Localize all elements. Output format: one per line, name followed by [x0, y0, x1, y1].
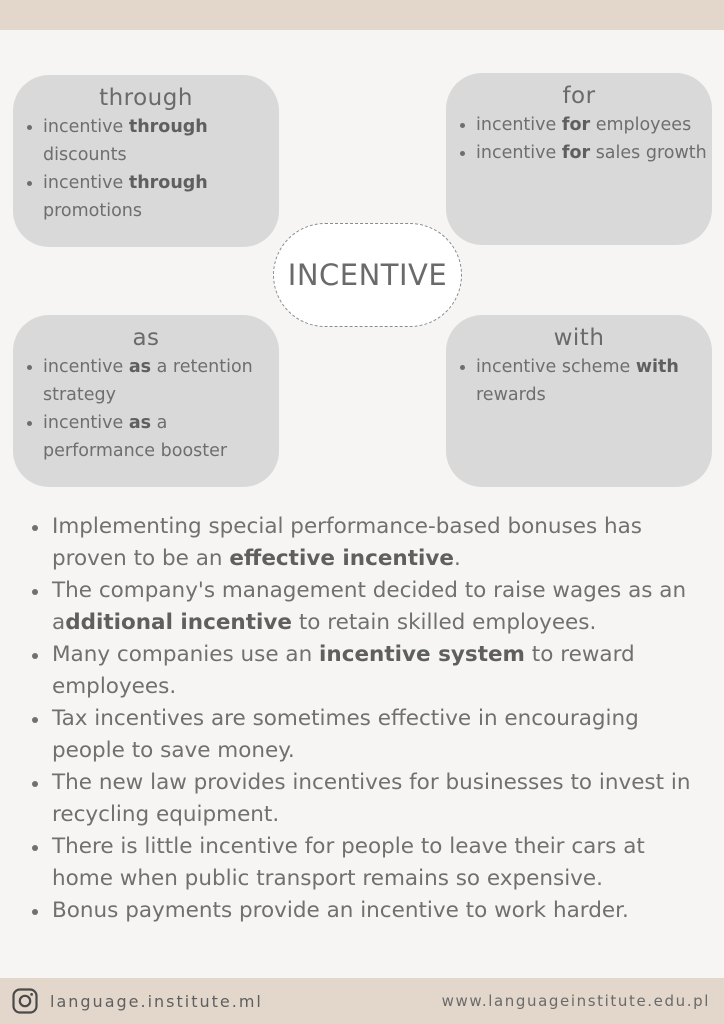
item-text: a retention strategy	[43, 357, 253, 405]
sentence-highlight: incentive system	[319, 642, 525, 667]
box-with-title: with	[553, 325, 605, 351]
item-text: incentive	[476, 143, 562, 163]
box-with	[446, 315, 712, 487]
item-text: incentive	[43, 413, 129, 433]
sentence-text: Implementing special performance-based bonuses has proven to be an	[52, 514, 643, 571]
item-keyword: for	[561, 115, 591, 135]
instagram-handle[interactable]: language.institute.ml	[50, 992, 263, 1011]
sentence-text: There is little incentive for people to leave their cars at home when public transport remains so expensive.	[52, 834, 645, 891]
sentence-highlight: effective incentive	[229, 546, 454, 571]
list-item	[43, 113, 275, 169]
box-for-list	[476, 111, 708, 167]
item-text: a performance booster	[43, 413, 228, 461]
list-item	[476, 139, 708, 167]
sentence-text: Bonus payments provide an incentive to work harder.	[52, 898, 629, 923]
sentence-text: The company's management decided to raise wages as an a	[52, 578, 687, 635]
sentence-text: Tax incentives are sometimes effective in encouraging people to save money.	[52, 706, 639, 763]
list-item	[43, 353, 275, 409]
instagram-icon[interactable]	[12, 988, 38, 1014]
list-item	[52, 831, 712, 895]
box-through-title: through	[99, 85, 193, 111]
item-keyword: for	[561, 143, 591, 163]
center-keyword: INCENTIVE	[273, 223, 462, 327]
box-for-title: for	[562, 83, 596, 109]
box-through-list	[43, 113, 275, 225]
list-item	[52, 511, 712, 575]
item-text: employees	[590, 115, 692, 135]
item-keyword: as	[128, 357, 152, 377]
sentence-text: The new law provides incentives for businesses to invest in recycling equipment.	[52, 770, 691, 827]
list-item	[52, 703, 712, 767]
item-text: sales growth	[590, 143, 707, 163]
sentence-text: to retain skilled employees.	[291, 610, 597, 635]
box-as-list	[43, 353, 275, 465]
list-item	[52, 895, 712, 927]
item-text: incentive	[476, 115, 562, 135]
list-item	[52, 767, 712, 831]
sentence-text: Many companies use an	[52, 642, 320, 667]
item-keyword: with	[635, 357, 679, 377]
website-link[interactable]: www.languageinstitute.edu.pl	[441, 992, 710, 1010]
item-text: incentive scheme	[476, 357, 636, 377]
box-as-title: as	[132, 325, 160, 351]
item-keyword: as	[128, 413, 152, 433]
box-for	[446, 73, 712, 245]
item-text: incentive	[43, 357, 129, 377]
list-item	[43, 409, 275, 465]
item-text: promotions	[43, 201, 143, 221]
top-bar	[0, 0, 724, 30]
item-text: rewards	[476, 385, 546, 405]
list-item	[476, 111, 708, 139]
item-keyword: through	[128, 117, 208, 137]
item-text: incentive	[43, 117, 129, 137]
sentence-text: .	[453, 546, 461, 571]
box-through	[13, 75, 279, 247]
list-item	[52, 639, 712, 703]
box-with-list	[476, 353, 708, 409]
box-as	[13, 315, 279, 487]
item-text: incentive	[43, 173, 129, 193]
example-sentences	[52, 511, 712, 927]
list-item	[476, 353, 708, 409]
sentence-text: to reward employees.	[52, 642, 635, 699]
list-item	[43, 169, 275, 225]
sentence-highlight: dditional incentive	[65, 610, 292, 635]
list-item	[52, 575, 712, 639]
item-text: discounts	[43, 145, 127, 165]
item-keyword: through	[128, 173, 208, 193]
